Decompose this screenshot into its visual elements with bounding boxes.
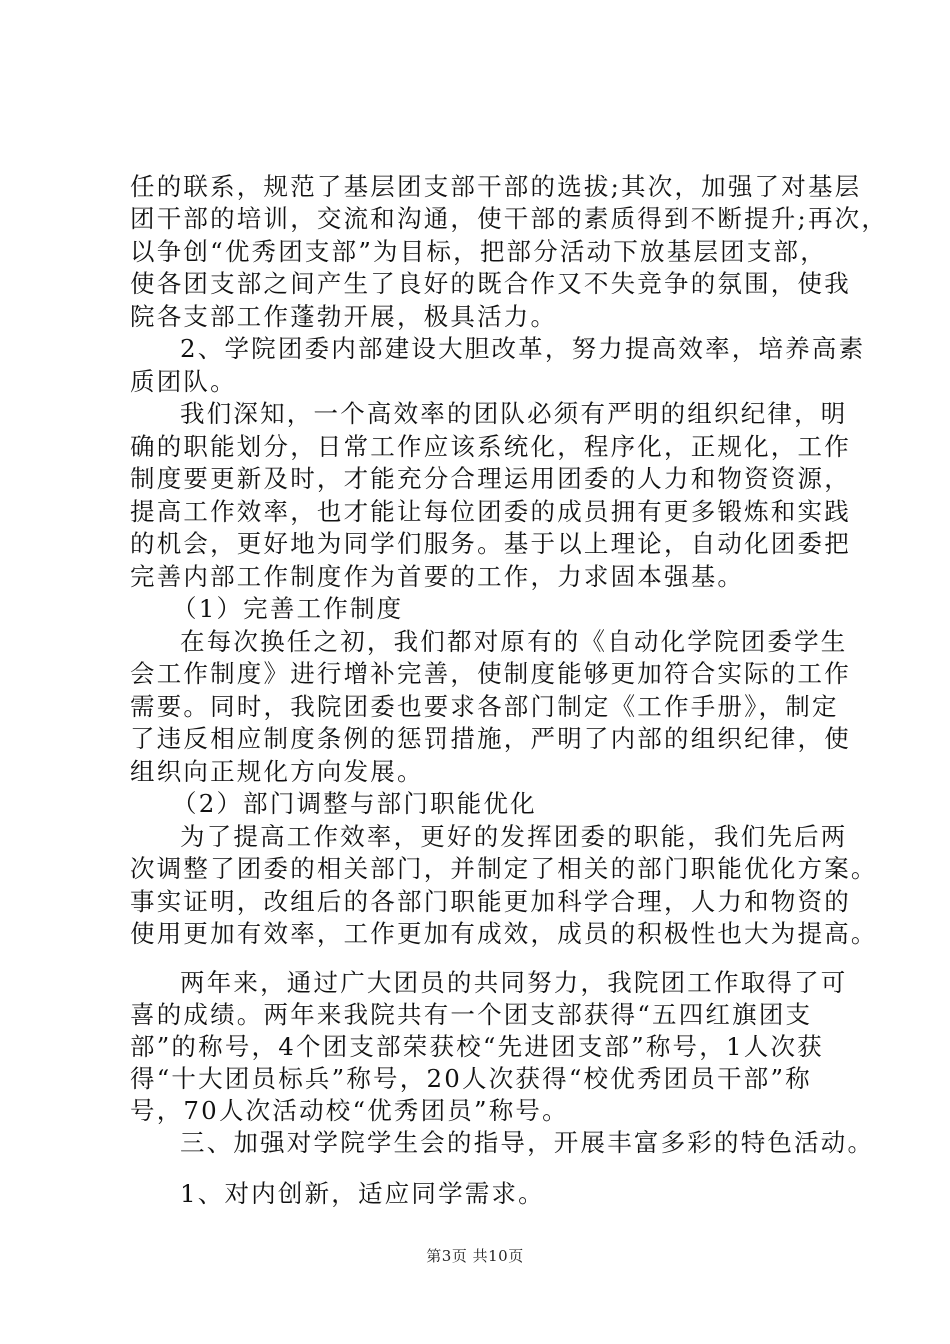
subsection-heading: （2）部门调整与部门职能优化: [172, 789, 537, 818]
body-text-line: 的机会，更好地为同学们服务。基于以上理论，自动化团委把: [130, 529, 851, 558]
body-text-line: 制度要更新及时，才能充分合理运用团委的人力和物资资源，: [130, 464, 851, 493]
body-text-line: 使用更加有效率，工作更加有成效，成员的积极性也大为提高。: [130, 919, 878, 948]
section-heading: 三、加强对学院学生会的指导，开展丰富多彩的特色活动。: [180, 1128, 875, 1157]
body-text-line: 了违反相应制度条例的惩罚措施，严明了内部的组织纪律，使: [130, 724, 851, 753]
section-heading-continued: 质团队。: [130, 367, 237, 396]
body-text-line: 需要。同时，我院团委也要求各部门制定《工作手册》，制定: [130, 692, 839, 721]
body-text-line: 事实证明，改组后的各部门职能更加科学合理，人力和物资的: [130, 887, 851, 916]
paragraph-start: 我们深知，一个高效率的团队必须有严明的组织纪律，明: [180, 399, 848, 428]
page-footer: 第3页 共10页: [426, 1247, 524, 1265]
body-text-line: 部”的称号，4个团支部荣获校“先进团支部”称号，1人次获: [130, 1032, 824, 1061]
subsection-heading: （1）完善工作制度: [172, 594, 404, 623]
body-text-line: 团干部的培训，交流和沟通，使干部的素质得到不断提升;再次，: [130, 204, 889, 233]
body-text-line: 次调整了团委的相关部门，并制定了相关的部门职能优化方案。: [130, 854, 878, 883]
body-text-line: 任的联系，规范了基层团支部干部的选拔;其次，加强了对基层: [130, 172, 862, 201]
section-heading: 1、对内创新，适应同学需求。: [180, 1179, 545, 1208]
body-text-line: 使各团支部之间产生了良好的既合作又不失竞争的氛围，使我: [130, 269, 851, 298]
body-text-line: 组织向正规化方向发展。: [130, 757, 424, 786]
paragraph-start: 两年来，通过广大团员的共同努力，我院团工作取得了可: [180, 968, 848, 997]
paragraph-start: 为了提高工作效率，更好的发挥团委的职能，我们先后两: [180, 822, 848, 851]
body-text-line: 确的职能划分，日常工作应该系统化，程序化，正规化，工作: [130, 432, 851, 461]
body-text-line: 完善内部工作制度作为首要的工作，力求固本强基。: [130, 562, 745, 591]
body-text-line: 院各支部工作蓬勃开展，极具活力。: [130, 302, 558, 331]
section-heading: 2、学院团委内部建设大胆改革，努力提高效率，培养高素: [180, 334, 866, 363]
body-text-line: 喜的成绩。两年来我院共有一个团支部获得“五四红旗团支: [130, 1000, 813, 1029]
body-text-line: 得“十大团员标兵”称号，20人次获得“校优秀团员干部”称: [130, 1064, 812, 1093]
body-text-line: 以争创“优秀团支部”为目标，把部分活动下放基层团支部，: [130, 237, 827, 266]
body-text-line: 提高工作效率，也才能让每位团委的成员拥有更多锻炼和实践: [130, 497, 851, 526]
body-text-line: 会工作制度》进行增补完善，使制度能够更加符合实际的工作: [130, 659, 851, 688]
paragraph-start: 在每次换任之初，我们都对原有的《自动化学院团委学生: [180, 627, 848, 656]
body-text-line: 号，70人次活动校“优秀团员”称号。: [130, 1096, 569, 1125]
